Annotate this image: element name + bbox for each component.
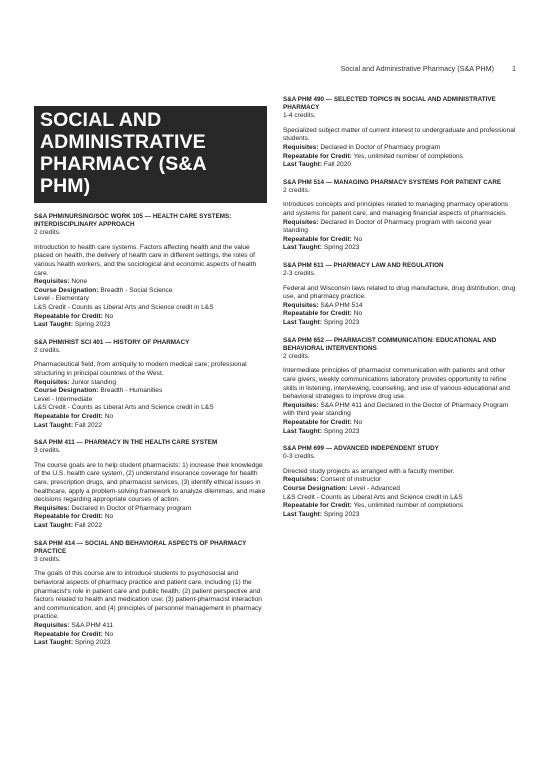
field-value: S&A PHM 411	[69, 621, 114, 629]
course-field	[283, 419, 516, 428]
course-field	[34, 379, 267, 388]
course-description: Introduces concepts and principles related to managing pharmacy operations and systems for patient care, and managing financial aspects of pharmacies.	[283, 201, 509, 218]
course-entry	[283, 445, 516, 519]
course-field	[283, 219, 516, 236]
course-credits: 2 credits.	[34, 229, 61, 237]
field-value: None	[69, 278, 88, 286]
course-field	[283, 511, 516, 520]
course-credits: 3 credits.	[34, 555, 61, 563]
course-title: S&A PHM 414 — SOCIAL AND BEHAVIORAL ASPECTS OF PHARMACY PRACTICE	[34, 539, 247, 555]
field-label: Repeatable for Credit:	[34, 412, 103, 420]
course-field	[34, 278, 267, 287]
course-entry	[34, 213, 267, 330]
course-credits: 2 credits.	[283, 352, 310, 360]
course-title: S&A PHM 411 — PHARMACY IN THE HEALTH CARE SYSTEM	[34, 439, 218, 447]
course-credits: 3 credits.	[34, 447, 61, 455]
course-credits: 2 credits.	[283, 186, 310, 194]
field-value: Spring 2023	[322, 319, 360, 327]
course-field	[283, 310, 516, 319]
field-label: Last Taught:	[34, 639, 74, 647]
field-value: No	[102, 412, 114, 420]
field-label: Last Taught:	[34, 522, 74, 529]
field-label: Repeatable for Credit:	[283, 502, 352, 510]
page-title-line: PHARMACY (S&A PHM)	[40, 153, 206, 197]
course-title: S&A PHM/NURSING/SOC WORK 105 — HEALTH CARE SYSTEMS: INTERDISCIPLINARY APPROACH	[34, 213, 232, 229]
field-label: Requisites:	[34, 504, 70, 512]
course-title: S&A PHM 514 — MANAGING PHARMACY SYSTEMS FOR PATIENT CARE	[283, 178, 502, 186]
field-label: Last Taught:	[283, 244, 323, 252]
field-label: Requisites:	[34, 621, 70, 629]
field-label: Requisites:	[283, 301, 319, 309]
field-value: Yes, unlimited number of completions	[351, 502, 463, 510]
field-label: Requisites:	[283, 401, 319, 409]
field-value: L&S Credit - Counts as Liberal Arts and Science credit in L&S	[283, 493, 463, 501]
course-field	[34, 639, 267, 648]
field-value: Spring 2023	[322, 244, 360, 252]
field-label: Requisites:	[34, 278, 70, 286]
course-entry	[34, 339, 267, 430]
course-field	[34, 396, 267, 405]
field-value: Junior standing	[69, 378, 117, 386]
course-field	[34, 287, 267, 296]
course-entry	[34, 439, 267, 530]
course-description: Introduction to health care systems. Factors affecting health and the value placed on health, the delivery of health care in different settings, the roles of various health workers, and the sociological and economic aspects of health care.	[34, 243, 257, 277]
course-description: Specialized subject matter of current interest to undergraduate and professional students.	[283, 126, 516, 143]
course-title: S&A PHM 652 — PHARMACIST COMMUNICATION: EDUCATIONAL AND BEHAVIORAL INTERVENTIONS	[283, 336, 497, 352]
field-value: Consent of instructor	[318, 476, 382, 484]
field-label: Course Designation:	[34, 286, 99, 294]
course-field	[283, 402, 516, 419]
left-column	[34, 96, 267, 657]
course-title: S&A PHM/HIST SCI 401 — HISTORY OF PHARMACY	[34, 338, 190, 346]
course-field	[283, 319, 516, 328]
field-label: Requisites:	[283, 143, 319, 151]
field-value: No	[102, 312, 114, 320]
page-title	[34, 106, 267, 203]
running-title: Social and Administrative Pharmacy (S&A PHM)	[340, 64, 494, 73]
course-credits: 2-3 credits.	[283, 270, 316, 278]
field-value: Spring 2023	[322, 510, 360, 518]
field-label: Repeatable for Credit:	[283, 310, 352, 318]
field-value: Fall 2022	[73, 421, 103, 429]
right-course-list	[283, 96, 516, 519]
course-description: Directed study projects as arranged with a faculty member.	[283, 467, 455, 475]
field-label: Requisites:	[283, 476, 319, 484]
field-value: Spring 2023	[73, 321, 111, 329]
course-field	[34, 387, 267, 396]
field-value: Level - Elementary	[34, 295, 89, 303]
course-description: Intermediate principles of pharmacist communication with patients and other care givers; weekly communications laboratory provides opportunity to refine skills in listening, interviewing, counseling, and use of various educational and behavioral strategies to improve drug use.	[283, 367, 510, 401]
field-value: Level - Advanced	[347, 485, 400, 493]
course-field	[34, 622, 267, 631]
course-field	[283, 502, 516, 511]
course-title: S&A PHM 490 — SELECTED TOPICS IN SOCIAL AND ADMINISTRATIVE PHARMACY	[283, 96, 496, 112]
course-field	[283, 144, 516, 153]
field-label: Requisites:	[283, 218, 319, 226]
page-title-line: SOCIAL AND	[40, 109, 162, 131]
course-field	[283, 428, 516, 437]
field-value: Spring 2023	[73, 639, 111, 647]
course-entry	[283, 96, 516, 170]
course-field	[34, 631, 267, 640]
field-label: Repeatable for Credit:	[283, 152, 352, 160]
field-label: Last Taught:	[283, 427, 323, 435]
field-label: Last Taught:	[283, 319, 323, 327]
field-value: No	[351, 310, 363, 318]
field-value: S&A PHM 514	[318, 301, 363, 309]
field-value: No	[351, 419, 363, 426]
field-value: L&S Credit - Counts as Liberal Arts and Science credit in L&S	[34, 404, 214, 412]
course-field	[283, 153, 516, 162]
course-description: Pharmaceutical field, from antiquity to modern medical care; professional structuring in principal countries of the West.	[34, 361, 247, 377]
course-entry	[283, 337, 516, 437]
page-number: 1	[512, 64, 516, 73]
course-description: The goals of this course are to introduce students to psychosocial and behavioral aspects of pharmacy practice and patient care, including (1) the pharmacist's role in patient care and public health; (2) patient perspective and factors related to health and medication use; (3) patient-pharmacist interaction and communication; and (4) principles of personnel management in pharmacy practice.	[34, 570, 262, 621]
right-column	[283, 96, 516, 528]
course-title: S&A PHM 611 — PHARMACY LAW AND REGULATION	[283, 262, 444, 269]
field-label: Repeatable for Credit:	[283, 235, 352, 243]
course-entry	[34, 540, 267, 648]
course-field	[34, 505, 267, 514]
field-value: Level - Intermediate	[34, 395, 93, 403]
course-field	[283, 244, 516, 253]
field-value: Declared in Doctor of Pharmacy program with second year standing	[283, 218, 492, 235]
field-value: L&S Credit - Counts as Liberal Arts and Science credit in L&S	[34, 303, 214, 311]
field-label: Repeatable for Credit:	[34, 312, 103, 320]
course-entry	[283, 262, 516, 328]
course-entry	[283, 179, 516, 253]
course-field	[283, 236, 516, 245]
field-value: Fall 2022	[73, 522, 103, 529]
field-label: Repeatable for Credit:	[34, 630, 103, 638]
course-field	[34, 413, 267, 422]
field-value: Breadth - Social Science	[98, 286, 173, 294]
field-value: S&A PHM 411 and Declared in the Doctor of Pharmacy Program with third year standing	[283, 401, 509, 418]
course-field	[283, 494, 516, 503]
course-field	[283, 161, 516, 170]
field-label: Last Taught:	[283, 510, 323, 518]
field-value: No	[102, 630, 114, 638]
field-label: Requisites:	[34, 378, 70, 386]
field-label: Last Taught:	[34, 321, 74, 329]
field-label: Last Taught:	[34, 421, 74, 429]
course-credits: 1-4 credits.	[283, 112, 316, 120]
course-description: The course goals are to help student pharmacists: 1) increase their knowledge of the U.S. health care system, (2) understand insurance coverage for health care, prescription drugs, and pharmacist services, (3) identify ethical issues in healthcare, apply a problem-solving framework to analyze dilemmas, and make decisions regarding appropriate courses of action.	[34, 461, 266, 504]
running-header	[34, 64, 516, 73]
page-title-line: ADMINISTRATIVE	[40, 131, 206, 153]
course-field	[34, 313, 267, 322]
field-value: Fall 2020	[322, 161, 352, 169]
field-label: Course Designation:	[283, 485, 348, 493]
course-credits: 2 credits.	[34, 346, 61, 354]
course-field	[283, 485, 516, 494]
course-field	[34, 304, 267, 313]
field-value: Breadth - Humanities	[98, 387, 163, 395]
course-description: Federal and Wisconsin laws related to drug manufacture, drug distribution, drug use, and pharmacy practice.	[283, 284, 516, 301]
course-credits: 0-3 credits.	[283, 453, 316, 461]
course-field	[34, 422, 267, 431]
left-course-list	[34, 213, 267, 648]
course-field	[34, 522, 267, 531]
course-field	[283, 302, 516, 311]
field-label: Last Taught:	[283, 161, 323, 169]
field-value: Declared in Doctor of Pharmacy program	[318, 143, 441, 151]
field-value: No	[351, 235, 363, 243]
course-title: S&A PHM 699 — ADVANCED INDEPENDENT STUDY	[283, 445, 439, 453]
course-field	[34, 295, 267, 304]
field-label: Course Designation:	[34, 387, 99, 395]
course-field	[283, 476, 516, 485]
field-value: Spring 2023	[322, 427, 360, 435]
field-value: Declared in Doctor of Pharmacy program	[69, 504, 192, 512]
course-field	[34, 513, 267, 522]
field-value: Yes, unlimited number of completions	[351, 152, 463, 160]
field-value: No	[102, 513, 114, 521]
course-field	[34, 404, 267, 413]
field-label: Repeatable for Credit:	[283, 419, 352, 426]
field-label: Repeatable for Credit:	[34, 513, 103, 521]
course-field	[34, 321, 267, 330]
